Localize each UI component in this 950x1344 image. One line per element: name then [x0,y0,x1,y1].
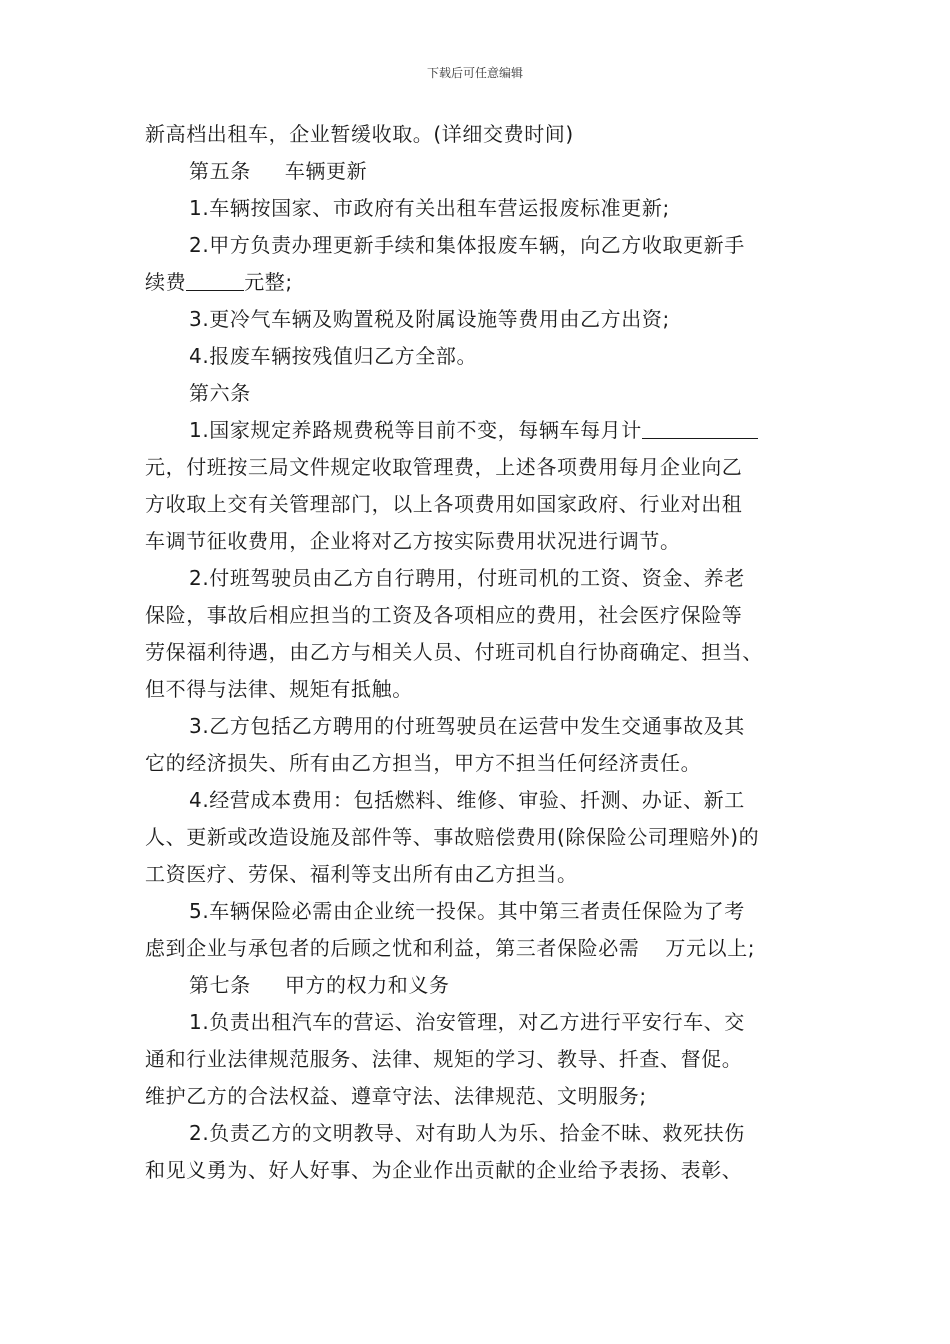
paragraph-line: 4.报废车辆按残值归乙方全部。 [189,344,478,368]
paragraph-line: 劳保福利待遇，由乙方与相关人员、付班司机自行协商确定、担当、 [145,640,763,664]
line-text: 1.国家规定养路规费税等目前不变，每辆车每月计 [189,418,642,442]
paragraph-line: 1.车辆按国家、市政府有关出租车营运报废标准更新; [189,196,670,220]
paragraph-line: 元，付班按三局文件规定收取管理费，上述各项费用每月企业向乙 [145,455,743,479]
paragraph-line: 维护乙方的合法权益、遵章守法、法律规范、文明服务; [145,1084,647,1108]
article-heading [145,153,815,190]
paragraph-line [145,264,815,301]
document-body [145,116,815,1189]
article-heading: 第六条 [189,381,251,405]
paragraph-line: 人、更新或改造设施及部件等、事故赔偿费用(除保险公司理赔外)的 [145,825,760,849]
line-text: 虑到企业与承包者的后顾之忧和利益，第三者保险必需 [145,936,640,960]
paragraph-line [145,412,815,449]
article-title: 甲方的权力和义务 [284,973,450,997]
paragraph-line: 通和行业法律规范服务、法律、规矩的学习、教导、扦查、督促。 [145,1047,743,1071]
paragraph-line: 2.付班驾驶员由乙方自行聘用，付班司机的工资、资金、养老 [189,566,745,590]
paragraph-line: 5.车辆保险必需由企业统一投保。其中第三者责任保险为了考 [189,899,745,923]
paragraph-line: 1.负责出租汽车的营运、治安管理，对乙方进行平安行车、交 [189,1010,745,1034]
line-text: 万元以上; [665,936,756,960]
paragraph-line: 新高档出租车，企业暂缓收取。(详细交费时间) [145,122,574,146]
paragraph-line [145,930,815,967]
paragraph-line: 3.乙方包括乙方聘用的付班驾驶员在运营中发生交通事故及其 [189,714,745,738]
article-title: 车辆更新 [284,159,368,183]
paragraph-line: 车调节征收费用，企业将对乙方按实际费用状况进行调节。 [145,529,681,553]
paragraph-line: 方收取上交有关管理部门，以上各项费用如国家政府、行业对出租 [145,492,743,516]
paragraph-line: 2.负责乙方的文明教导、对有助人为乐、拾金不昧、救死扶伤 [189,1121,745,1145]
paragraph-line: 2.甲方负责办理更新手续和集体报废车辆，向乙方收取更新手 [189,233,745,257]
fill-in-blank [186,268,244,291]
paragraph-line: 工资医疗、劳保、福利等支出所有由乙方担当。 [145,862,578,886]
paragraph-line: 3.更冷气车辆及购置税及附属设施等费用由乙方出资; [189,307,670,331]
article-number: 第五条 [189,159,251,183]
article-number: 第七条 [189,973,251,997]
line-text: 元整; [244,270,293,294]
page-header: 下载后可任意编辑 [426,66,523,80]
paragraph-line: 保险，事故后相应担当的工资及各项相应的费用，社会医疗保险等 [145,603,743,627]
fill-in-blank [642,416,758,439]
paragraph-line: 4.经营成本费用：包括燃料、维修、审验、扦测、办证、新工 [189,788,745,812]
paragraph-line: 和见义勇为、好人好事、为企业作出贡献的企业给予表扬、表彰、 [145,1158,743,1182]
article-heading [145,967,815,1004]
paragraph-line: 它的经济损失、所有由乙方担当，甲方不担当任何经济责任。 [145,751,702,775]
paragraph-line: 但不得与法律、规矩有抵触。 [145,677,413,701]
line-text: 续费 [145,270,187,294]
